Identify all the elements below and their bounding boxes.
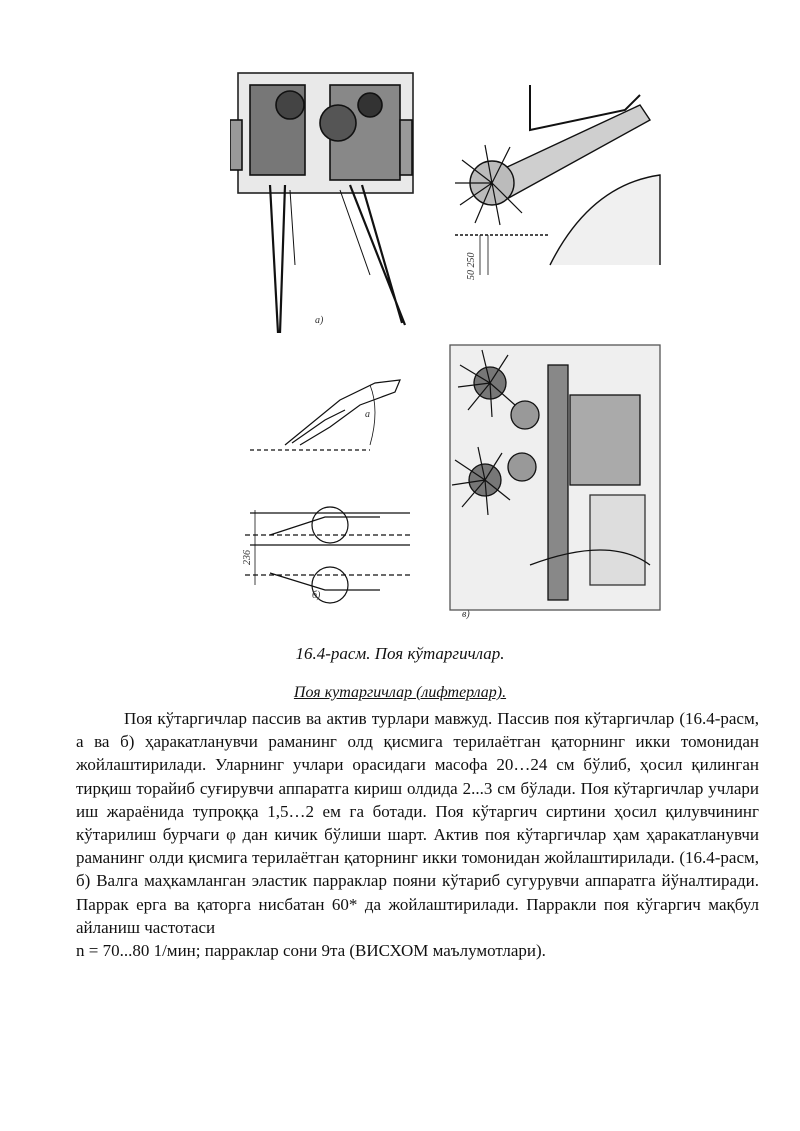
section-title: Поя кутаргичлар (лифтерлар).	[293, 684, 507, 701]
paragraph-2: n = 70...80 1/мин; парраклар сони 9та (ВИСХОМ маълумотлари).	[76, 941, 546, 961]
panel-v-active	[450, 345, 660, 610]
figure-drawings	[230, 65, 670, 630]
figure-16-4	[230, 65, 670, 630]
panel-b-plan	[245, 507, 410, 603]
label-b-dim: 236	[242, 550, 253, 565]
panel-a-profile	[250, 380, 400, 450]
label-a-top: а)	[315, 315, 324, 326]
label-v: в)	[462, 609, 470, 620]
label-alpha: а	[365, 409, 370, 420]
figure-caption: 16.4-расм. Поя кўтаргичлар.	[295, 644, 505, 663]
label-dims: 50 250	[466, 252, 477, 280]
panel-side-view	[455, 85, 660, 275]
panel-a-lifters	[230, 73, 413, 333]
body-text	[76, 707, 759, 962]
paragraph-1: Поя кўтаргичлар пассив ва актив турлари мавжуд. Пассив поя кўтаргичлар (16.4-расм, а ва б) ҳаракатланувчи раманинг олд қисмига терилаётган қаторнинг икки томонидан жойлаштирилади. Уларнинг учлари орасидаги масофа 20…24 см бўлиб, ҳосил қилинган тирқиш торайиб суғирувчи аппаратга кириш олдида 2...3 см бўлади. Поя кўтаргичлар учлари иш жараёнида тупроққа 1,5…2 ем га ботади. Поя кўтаргич сиртини ҳосил қилувчининг кўтарилиш бурчаги φ дан кичик бўлиши шарт. Актив поя кўтаргичлар ҳам ҳаракатланувчи раманинг олди қисмига терилаётган қаторнинг икки томонидан жойлаштирилади. (16.4-расм, б) Валга маҳкамланган эластик парраклар пояни кўтариб сугурувчи аппаратга йўналтиради. Паррак ерга ва қаторга нисбатан 60* да жойлаштирилади. Парракли поя кўгаргич мақбул айланиш частотаси	[76, 709, 759, 937]
label-b: б)	[312, 590, 321, 601]
